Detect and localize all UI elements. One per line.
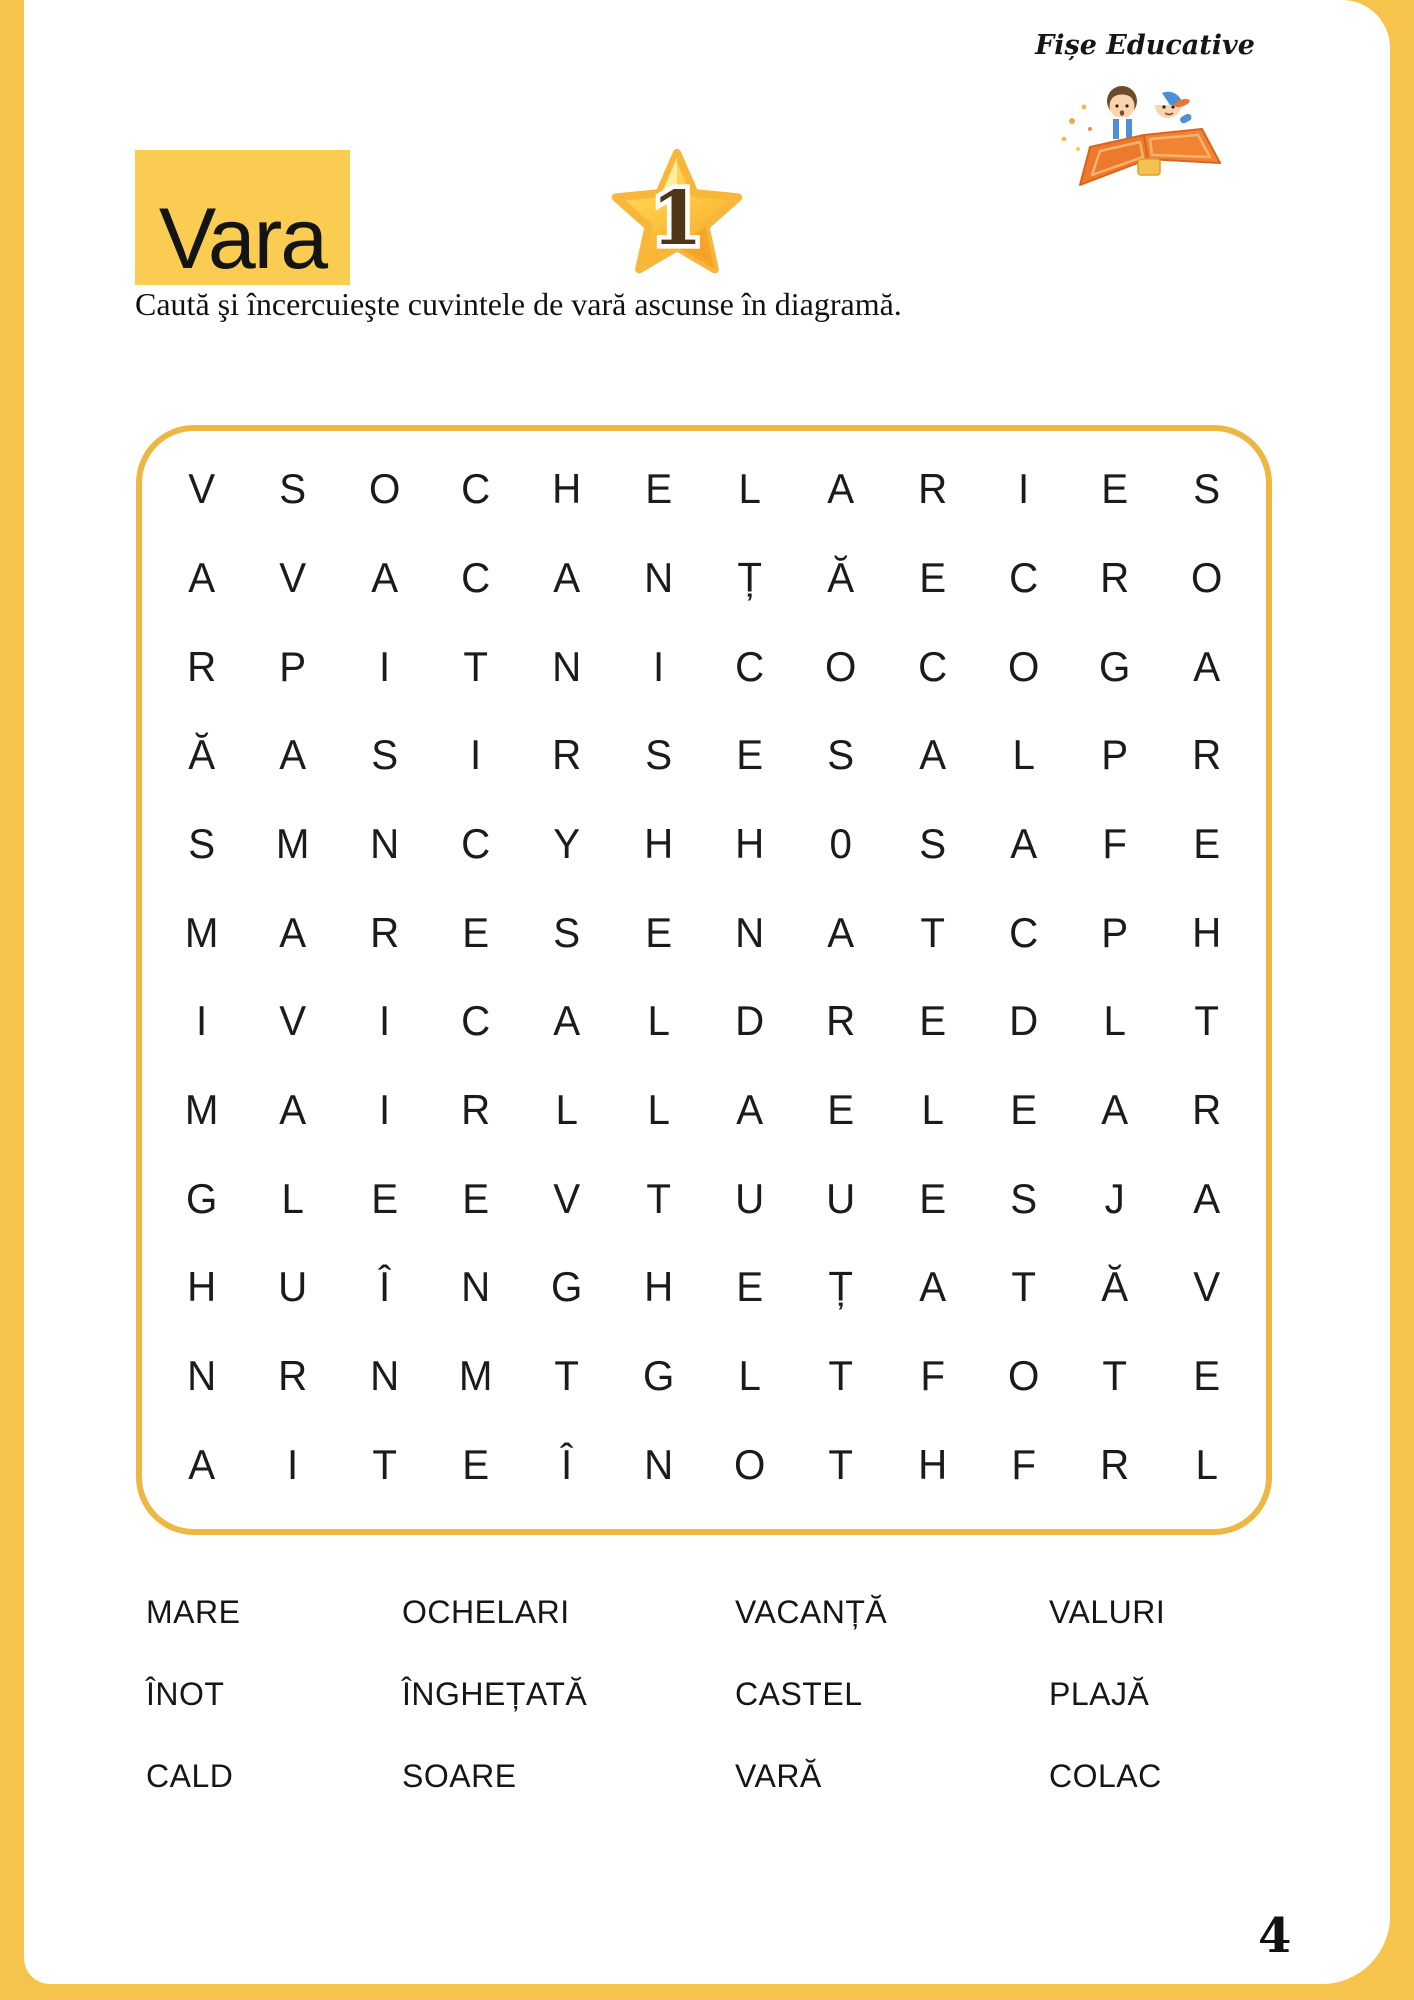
grid-letter: V (188, 465, 216, 513)
grid-letter: T (1194, 997, 1219, 1045)
word-item: CALD (146, 1758, 234, 1794)
grid-letter: N (187, 1351, 217, 1399)
grid-letter: A (279, 731, 307, 779)
grid-letter: M (276, 819, 310, 867)
word-item: VARĂ (735, 1758, 822, 1794)
grid-letter: O (1007, 642, 1040, 690)
word-item: MARE (146, 1594, 241, 1630)
grid-letter: H (643, 819, 673, 867)
grid-letter: V (1192, 1263, 1220, 1311)
grid-letter: N (369, 1351, 399, 1399)
grid-letter: L (738, 1351, 761, 1399)
star-icon (608, 146, 746, 284)
page-number: 4 (1258, 1908, 1292, 1964)
grid-letter: I (287, 1440, 299, 1488)
grid-letter: U (826, 1174, 856, 1222)
grid-letter: G (642, 1351, 675, 1399)
grid-letter: Ț (737, 553, 762, 601)
grid-letter: T (463, 642, 488, 690)
grid-letter: N (643, 553, 673, 601)
grid-letter: H (187, 1263, 217, 1311)
grid-letter: S (1192, 465, 1220, 513)
grid-letter: L (738, 465, 761, 513)
grid-letter: S (188, 819, 216, 867)
grid-letter: H (552, 465, 582, 513)
grid-letter: R (552, 731, 582, 779)
book-shape (1080, 129, 1220, 185)
grid-letter: Y (553, 819, 581, 867)
grid-letter: Ă (827, 553, 855, 601)
grid-letter: E (736, 1263, 764, 1311)
grid-letter: L (281, 1174, 305, 1222)
word-item: OCHELARI (402, 1594, 570, 1630)
grid-letter: U (735, 1174, 765, 1222)
grid-letter: H (643, 1263, 673, 1311)
grid-letter: N (369, 819, 399, 867)
word-item: ÎNGHEȚATĂ (402, 1676, 588, 1712)
grid-letter: P (1101, 908, 1129, 956)
grid-letter: E (827, 1085, 855, 1133)
grid-letter: F (1102, 819, 1128, 867)
grid-letter: O (733, 1440, 766, 1488)
wordsearch-box (136, 425, 1272, 1535)
grid-letter: A (188, 553, 216, 601)
grid-letter: S (279, 465, 307, 513)
grid-letter: L (647, 997, 670, 1045)
grid-letter: M (184, 1085, 219, 1133)
word-item: VALURI (1049, 1594, 1166, 1630)
grid-letter: A (279, 908, 307, 956)
grid-letter: D (1009, 997, 1039, 1045)
grid-letter: R (1100, 553, 1130, 601)
grid-letter: S (370, 731, 398, 779)
grid-letter: V (553, 1174, 581, 1222)
grid-letter: O (368, 465, 401, 513)
grid-letter: A (553, 553, 581, 601)
word-item: COLAC (1049, 1758, 1162, 1794)
grid-letter: E (462, 1440, 490, 1488)
grid-letter: A (1192, 1174, 1220, 1222)
grid-letter: U (278, 1263, 308, 1311)
grid-letter: A (827, 465, 855, 513)
grid-letter: R (917, 465, 947, 513)
grid-letter: A (188, 1440, 216, 1488)
grid-letter: A (370, 553, 398, 601)
word-item: PLAJĂ (1049, 1676, 1150, 1712)
grid-letter: S (1010, 1174, 1038, 1222)
grid-letter: I (378, 997, 390, 1045)
grid-letter: S (827, 731, 855, 779)
grid-letter: P (279, 642, 307, 690)
grid-letter: C (461, 819, 491, 867)
grid-letter: Ă (1101, 1263, 1129, 1311)
grid-letter: L (1012, 731, 1035, 779)
grid-letter: A (1010, 819, 1038, 867)
grid-letter: A (1101, 1085, 1129, 1133)
grid-letter: Î (561, 1440, 573, 1488)
grid-letter: H (1191, 908, 1221, 956)
grid-letter: L (921, 1085, 944, 1133)
grid-letter: L (647, 1085, 670, 1133)
grid-letter: Ă (188, 731, 216, 779)
grid-letter: T (554, 1351, 580, 1399)
grid-letter: T (646, 1174, 671, 1222)
grid-letter: E (1101, 465, 1129, 513)
grid-letter: T (372, 1440, 397, 1488)
grid-letter: A (736, 1085, 764, 1133)
grid-letter: N (552, 642, 582, 690)
grid-letter: R (187, 642, 217, 690)
grid-letter: L (1195, 1440, 1218, 1488)
title-highlight-box (135, 150, 350, 288)
instruction-text: Caută şi încercuieşte cuvintele de vară ascunse în diagramă. (135, 286, 902, 322)
grid-letter: R (1100, 1440, 1130, 1488)
grid-letter: G (1099, 642, 1131, 690)
grid-letter: E (370, 1174, 398, 1222)
grid-letter: E (644, 465, 672, 513)
grid-letter: I (652, 642, 664, 690)
grid-letter: N (461, 1263, 491, 1311)
grid-letter: I (470, 731, 482, 779)
grid-letter: C (1009, 553, 1039, 601)
grid-letter: J (1104, 1174, 1126, 1222)
grid-letter: O (1190, 553, 1223, 601)
word-item: VACANȚĂ (735, 1594, 888, 1630)
grid-letter: I (1018, 465, 1030, 513)
grid-letter: S (553, 908, 581, 956)
grid-letter: I (378, 642, 390, 690)
grid-letter: R (1191, 731, 1221, 779)
grid-letter: E (1192, 819, 1220, 867)
girl-figure (1107, 86, 1137, 143)
grid-letter: R (369, 908, 399, 956)
grid-letter: T (828, 1351, 854, 1399)
grid-letter: O (1007, 1351, 1040, 1399)
grid-letter: E (462, 908, 490, 956)
grid-letter: P (1101, 731, 1129, 779)
grid-letter: A (279, 1085, 307, 1133)
grid-letter: C (1009, 908, 1039, 956)
grid-letter: C (461, 997, 491, 1045)
grid-letter: S (644, 731, 672, 779)
exercise-number-badge (608, 146, 746, 284)
page-title: Vara (158, 191, 327, 288)
letter-grid (156, 445, 1252, 1509)
grid-letter: A (1192, 642, 1220, 690)
grid-letter: I (378, 1085, 390, 1133)
grid-letter: E (644, 908, 672, 956)
badge-number: 1 (651, 175, 703, 262)
grid-letter: C (461, 465, 491, 513)
word-item: CASTEL (735, 1676, 863, 1712)
grid-letter: A (553, 997, 581, 1045)
grid-letter: L (555, 1085, 579, 1133)
word-list (146, 1594, 1276, 1794)
brand-name: Fișe Educative (1035, 30, 1255, 61)
word-item: SOARE (402, 1758, 517, 1794)
grid-letter: C (735, 642, 765, 690)
grid-letter: E (1192, 1351, 1220, 1399)
grid-letter: L (1103, 997, 1127, 1045)
grid-letter: V (279, 553, 307, 601)
grid-letter: T (828, 1440, 854, 1488)
grid-letter: E (918, 997, 946, 1045)
grid-letter: E (1010, 1085, 1038, 1133)
grid-letter: C (917, 642, 947, 690)
grid-letter: T (1102, 1351, 1128, 1399)
brand-logo (1020, 30, 1270, 196)
grid-letter: R (1191, 1085, 1221, 1133)
grid-letter: G (185, 1174, 218, 1222)
grid-letter: H (735, 819, 765, 867)
grid-letter: Î (378, 1263, 390, 1311)
grid-letter: O (825, 642, 857, 690)
grid-letter: A (918, 1263, 946, 1311)
grid-letter: F (920, 1351, 945, 1399)
grid-letter: E (918, 1174, 946, 1222)
grid-letter: G (551, 1263, 583, 1311)
grid-letter: N (735, 908, 765, 956)
grid-letter: A (918, 731, 946, 779)
grid-letter: S (918, 819, 946, 867)
grid-letter: A (827, 908, 855, 956)
grid-letter: T (1011, 1263, 1036, 1311)
grid-letter: R (278, 1351, 308, 1399)
logo-illustration-kids-on-book-icon (1050, 63, 1240, 191)
grid-letter: E (462, 1174, 490, 1222)
grid-letter: T (920, 908, 945, 956)
grid-letter: R (826, 997, 856, 1045)
grid-letter: F (1011, 1440, 1036, 1488)
grid-letter: E (918, 553, 946, 601)
word-item: ÎNOT (146, 1676, 225, 1712)
grid-letter: D (735, 997, 765, 1045)
grid-letter: V (279, 997, 307, 1045)
grid-letter: 0 (829, 819, 853, 867)
grid-letter: H (917, 1440, 947, 1488)
grid-letter: N (643, 1440, 673, 1488)
grid-letter: Ț (828, 1263, 854, 1311)
grid-letter: E (736, 731, 764, 779)
grid-letter: R (461, 1085, 491, 1133)
grid-letter: M (458, 1351, 493, 1399)
grid-letter: M (184, 908, 219, 956)
grid-letter: C (461, 553, 491, 601)
grid-letter: I (196, 997, 208, 1045)
